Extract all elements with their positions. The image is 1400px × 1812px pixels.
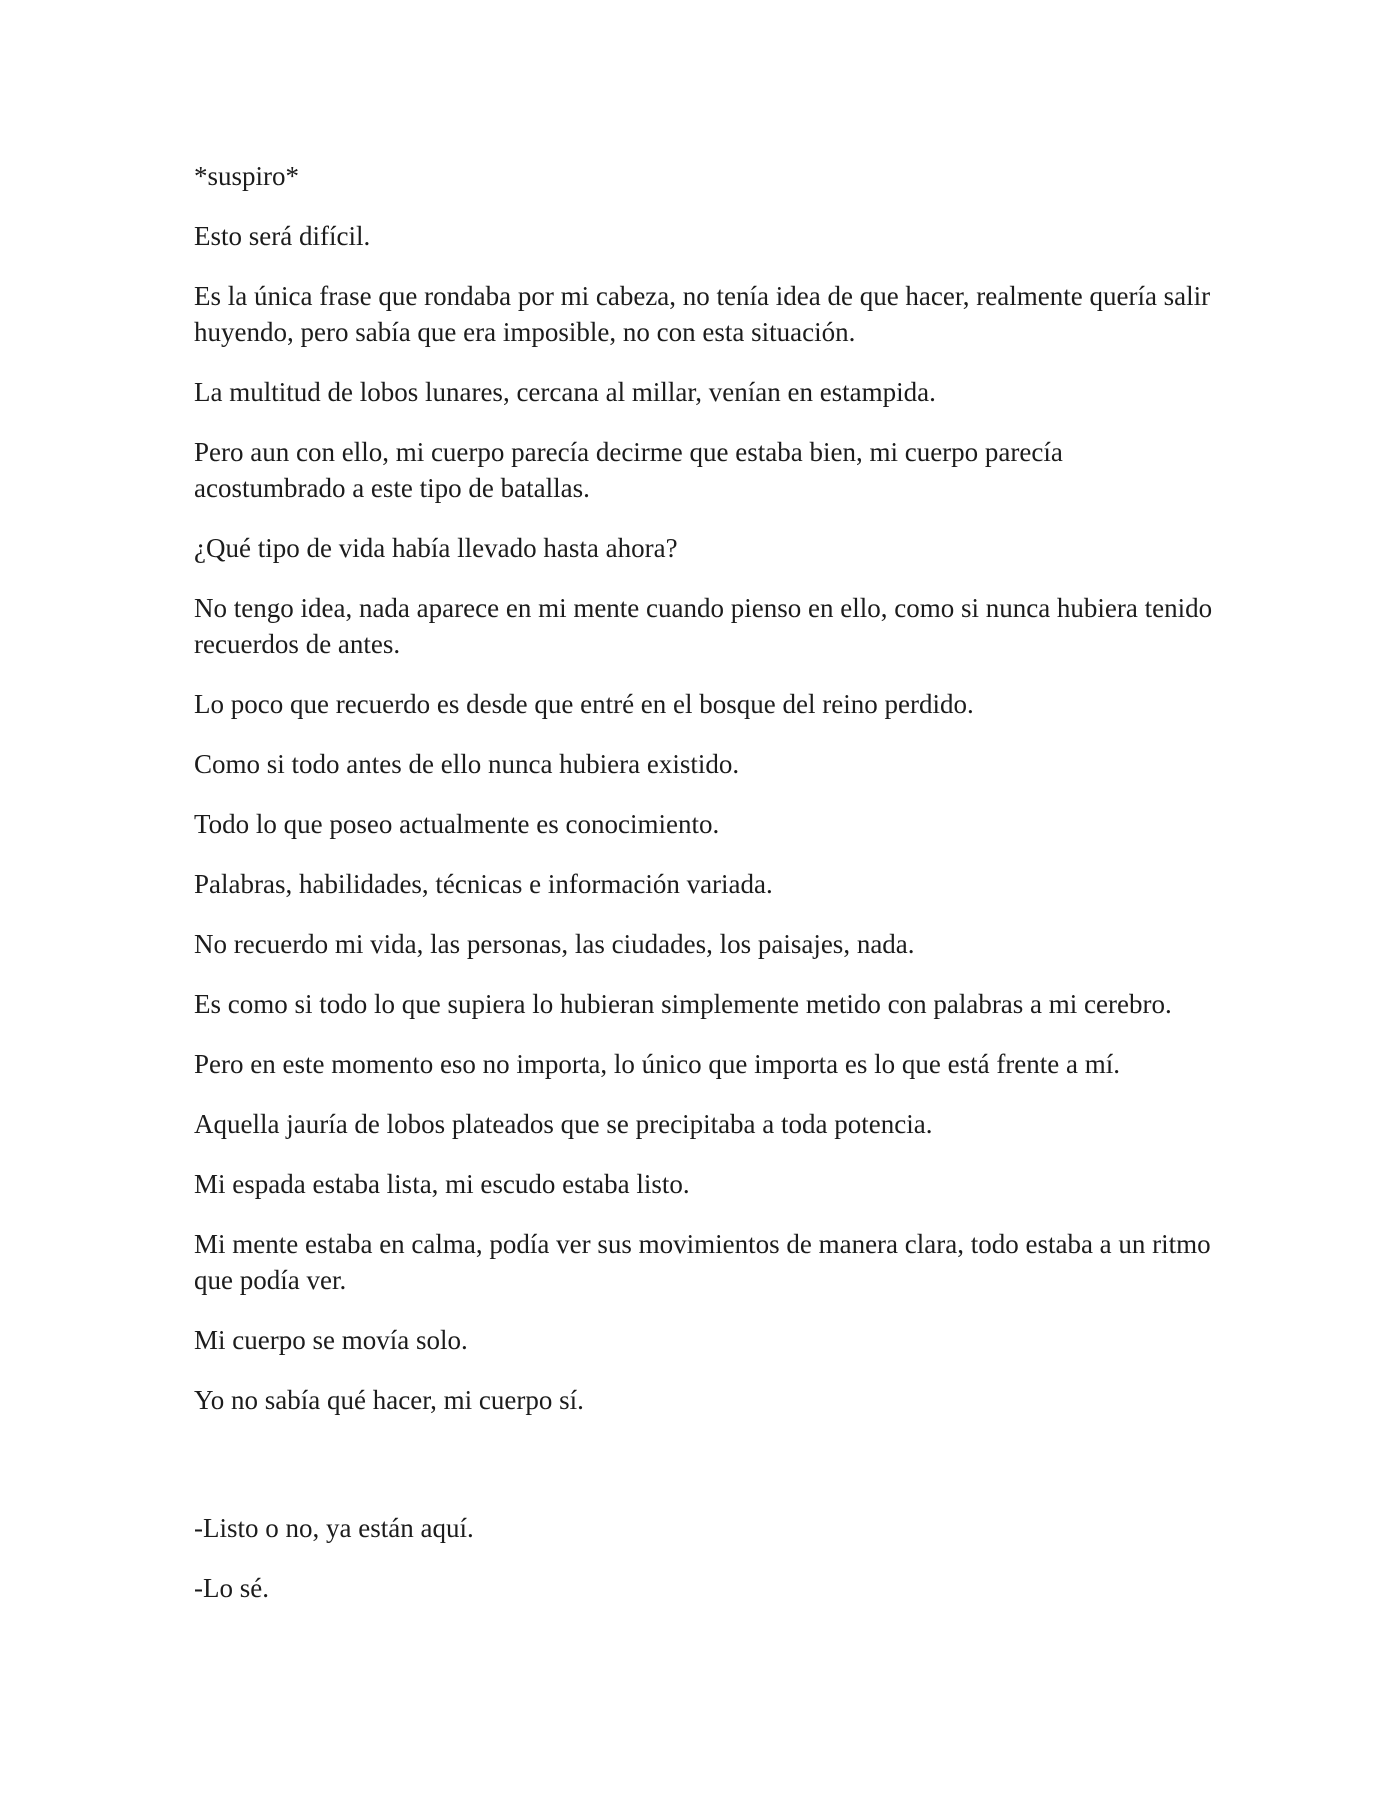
dialogue-line: -Lo sé.: [194, 1573, 269, 1603]
paragraph: Palabras, habilidades, técnicas e información variada.: [194, 869, 773, 899]
paragraph: *suspiro*: [194, 161, 300, 191]
paragraph: Lo poco que recuerdo es desde que entré en el bosque del reino perdido.: [194, 689, 974, 719]
paragraph: Mi cuerpo se movía solo.: [194, 1325, 468, 1355]
paragraph: Es como si todo lo que supiera lo hubieran simplemente metido con palabras a mi cerebro.: [194, 989, 1172, 1019]
paragraph: ¿Qué tipo de vida había llevado hasta ahora?: [194, 533, 678, 563]
paragraph: No tengo idea, nada aparece en mi mente cuando pienso en ello, como si nunca hubiera tenido recuerdos de antes.: [194, 593, 1213, 659]
dialogue-line: -Listo o no, ya están aquí.: [194, 1513, 474, 1543]
paragraph: Como si todo antes de ello nunca hubiera existido.: [194, 749, 740, 779]
paragraph: Esto será difícil.: [194, 221, 371, 251]
document-page: [194, 158, 1214, 1630]
paragraph: La multitud de lobos lunares, cercana al millar, venían en estampida.: [194, 377, 936, 407]
paragraph: No recuerdo mi vida, las personas, las ciudades, los paisajes, nada.: [194, 929, 915, 959]
paragraph: Todo lo que poseo actualmente es conocimiento.: [194, 809, 720, 839]
paragraph: Pero en este momento eso no importa, lo único que importa es lo que está frente a mí.: [194, 1049, 1121, 1079]
paragraph: Yo no sabía qué hacer, mi cuerpo sí.: [194, 1385, 584, 1415]
paragraph: Es la única frase que rondaba por mi cabeza, no tenía idea de que hacer, realmente quería salir huyendo, pero sabía que era imposible, no con esta situación.: [194, 281, 1211, 347]
paragraph: Mi mente estaba en calma, podía ver sus movimientos de manera clara, todo estaba a un ritmo que podía ver.: [194, 1229, 1211, 1295]
paragraph: Mi espada estaba lista, mi escudo estaba listo.: [194, 1169, 690, 1199]
paragraph: Pero aun con ello, mi cuerpo parecía decirme que estaba bien, mi cuerpo parecía acostumbrado a este tipo de batallas.: [194, 437, 1063, 503]
paragraph: Aquella jauría de lobos plateados que se precipitaba a toda potencia.: [194, 1109, 933, 1139]
